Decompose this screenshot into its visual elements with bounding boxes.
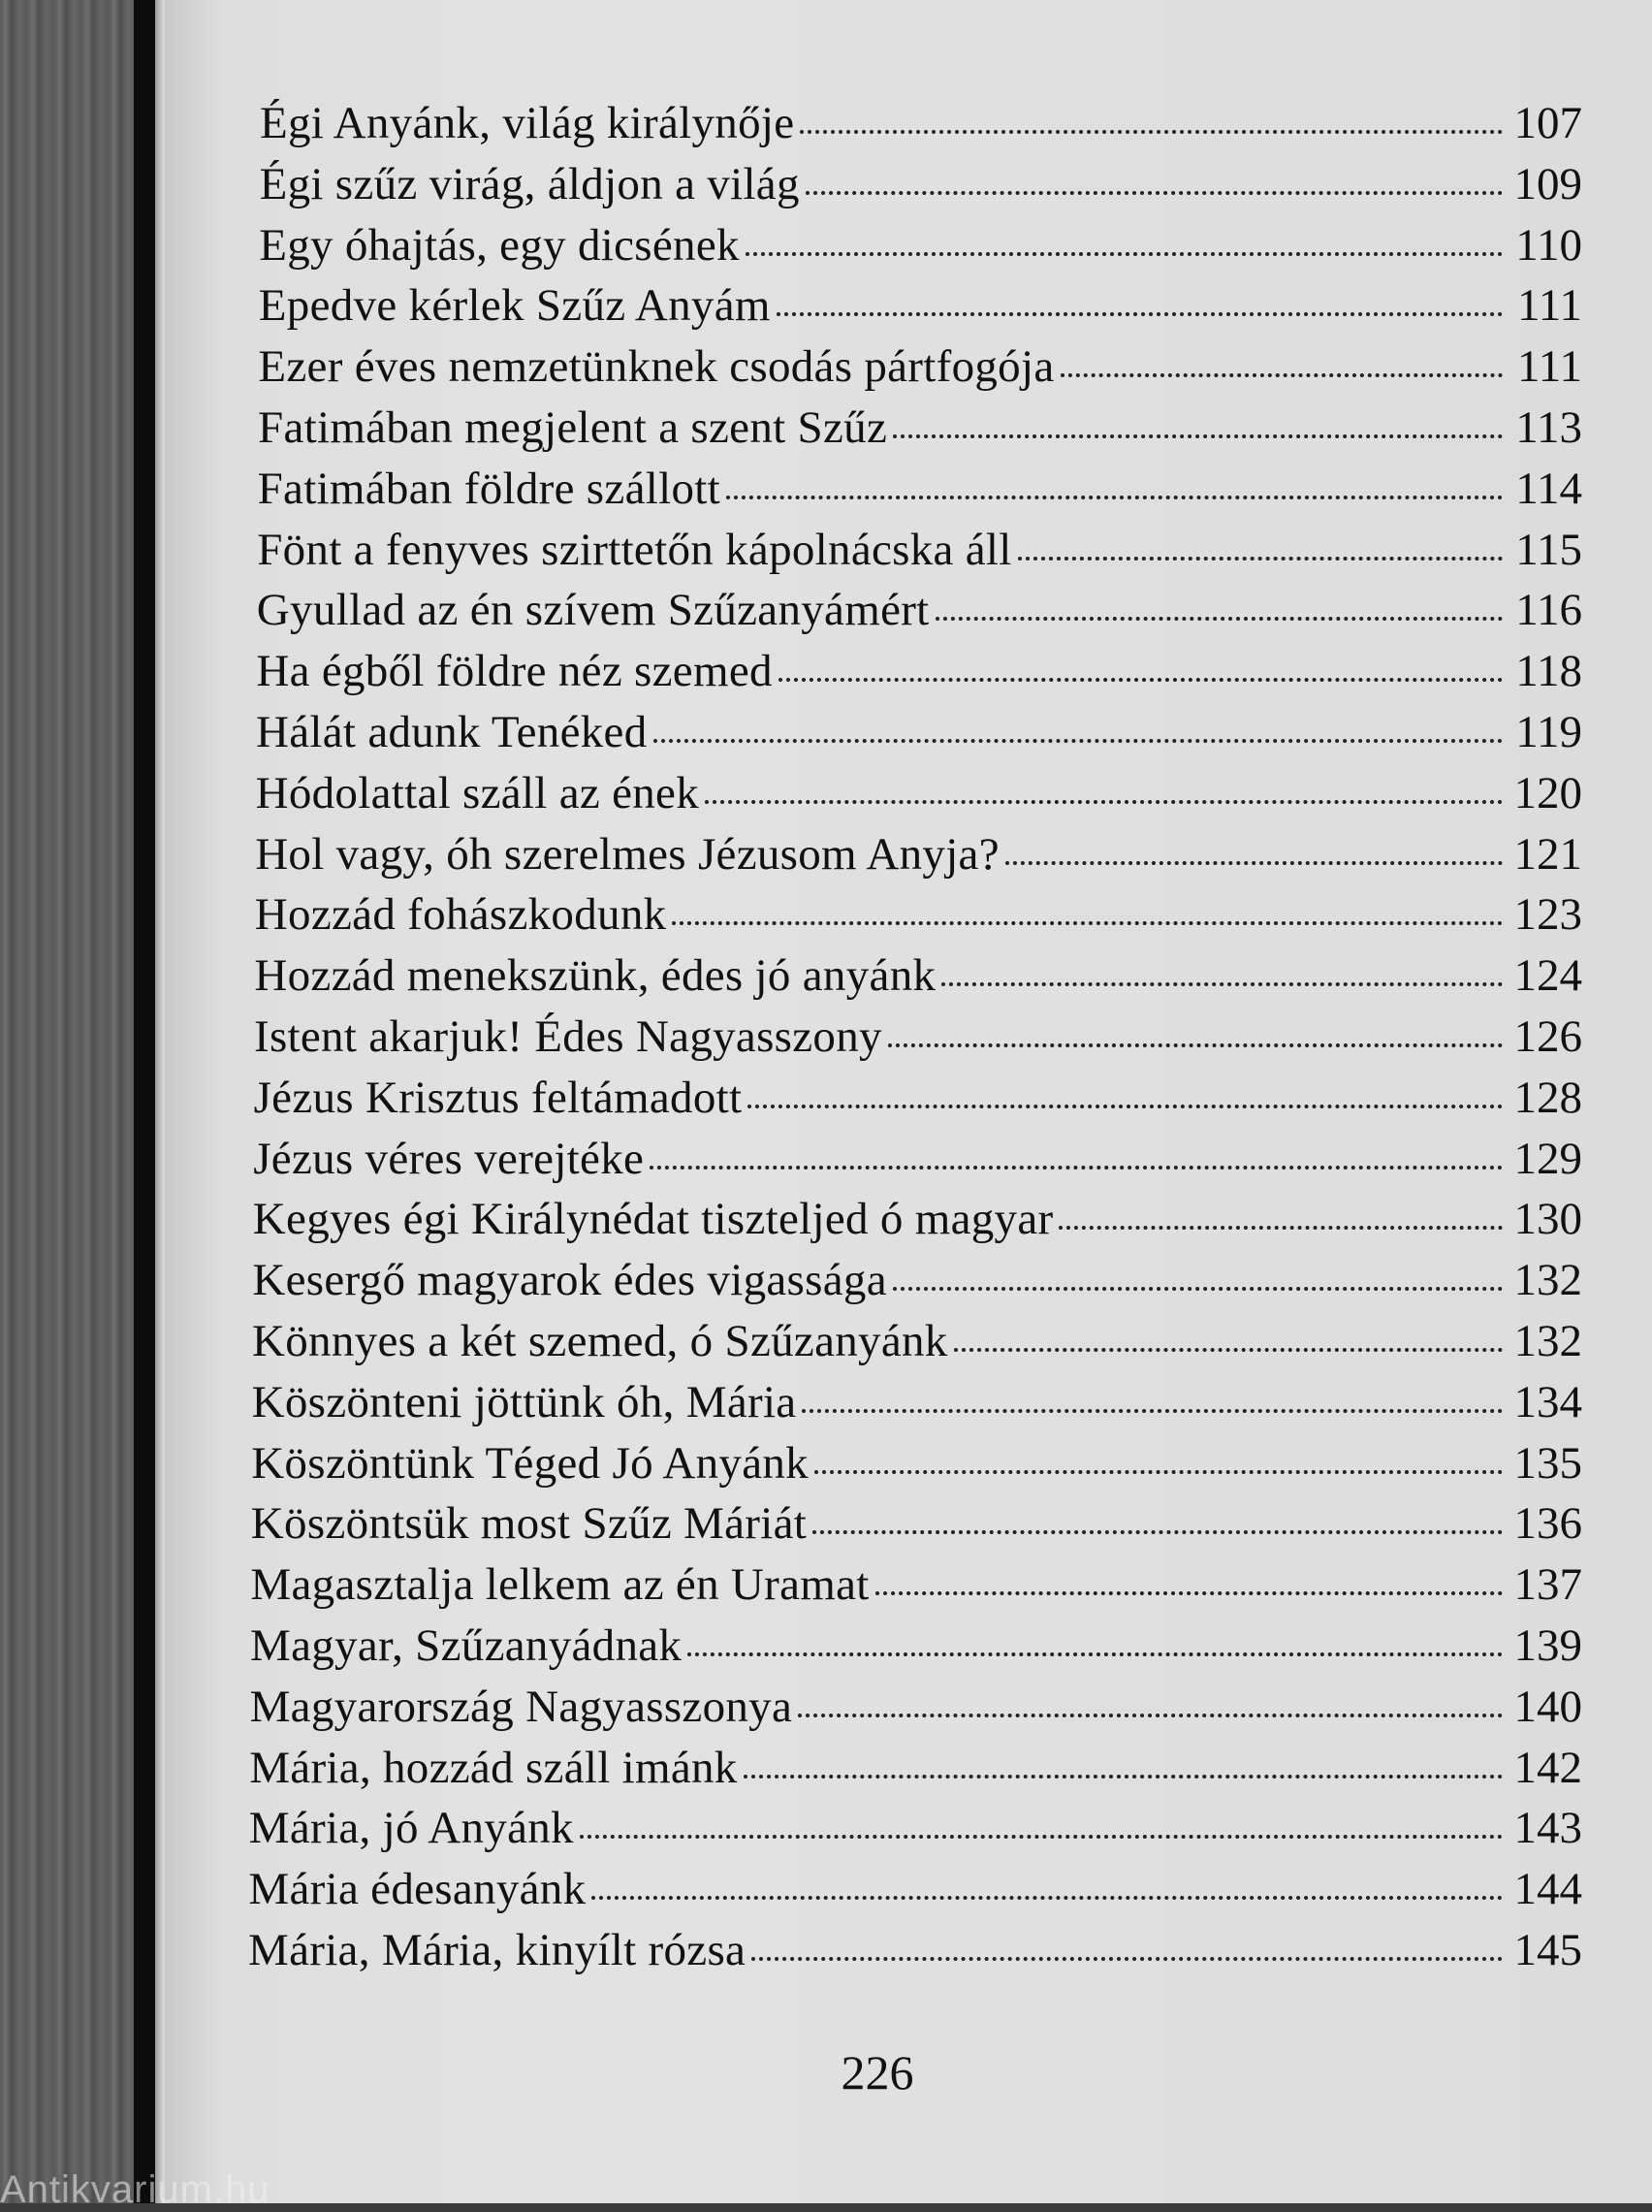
toc-entry	[248, 1189, 1582, 1250]
toc-entry-title: Mária édesanyánk	[248, 1864, 587, 1915]
toc-entry-page: 121	[1513, 828, 1582, 880]
toc-entry	[248, 580, 1582, 641]
toc-entry	[248, 520, 1582, 581]
dot-leader	[777, 312, 1503, 316]
dot-leader	[800, 130, 1503, 134]
toc-entry	[248, 1555, 1582, 1616]
toc-entry	[248, 1068, 1582, 1129]
page-number: 226	[841, 2045, 914, 2100]
toc-entry-page: 143	[1513, 1803, 1582, 1854]
dot-leader	[814, 1470, 1503, 1474]
toc-entry	[248, 1616, 1582, 1677]
toc-entry	[248, 1738, 1582, 1799]
dot-leader	[1059, 1226, 1503, 1230]
toc-entry-page: 137	[1513, 1559, 1582, 1611]
toc-entry	[248, 1433, 1582, 1494]
toc-entry-title: Mária, jó Anyánk	[248, 1803, 574, 1854]
toc-entry-page: 134	[1513, 1376, 1582, 1427]
toc-entry-title: Epedve kérlek Szűz Anyám	[258, 280, 771, 332]
dot-leader	[812, 1530, 1503, 1534]
toc-entry	[248, 763, 1582, 824]
dot-leader	[875, 1591, 1503, 1595]
toc-entry-page: 109	[1513, 158, 1582, 209]
dot-leader	[672, 921, 1503, 925]
toc-entry-title: Istent akarjuk! Édes Nagyasszony	[254, 1010, 882, 1062]
toc-entry-title: Köszönteni jöttünk óh, Mária	[251, 1376, 797, 1427]
dot-leader	[893, 1287, 1503, 1291]
toc-entry-title: Égi Anyánk, világ királynője	[260, 98, 795, 148]
toc-entry	[248, 1493, 1582, 1555]
toc-entry-title: Egy óhajtás, egy dicsének	[259, 219, 740, 271]
dot-leader	[653, 739, 1503, 743]
toc-entry	[248, 1311, 1582, 1372]
toc-entry-title: Köszöntünk Téged Jó Anyánk	[251, 1437, 809, 1489]
toc-entry	[248, 459, 1582, 520]
toc-entry	[248, 337, 1582, 398]
toc-entry-title: Hódolattal száll az ének	[255, 767, 700, 818]
toc-entry-title: Hozzád fohászkodunk	[254, 889, 667, 941]
toc-entry-title: Mária, hozzád száll imánk	[249, 1742, 738, 1793]
toc-entry	[248, 398, 1582, 459]
page-edge	[155, 0, 165, 2203]
toc-entry-page: 111	[1516, 280, 1582, 332]
dot-leader	[744, 1775, 1503, 1779]
dot-leader	[705, 800, 1503, 804]
toc-entry-page: 130	[1513, 1194, 1582, 1245]
toc-entry	[248, 946, 1582, 1007]
toc-entry	[248, 884, 1582, 946]
toc-entry-page: 140	[1513, 1681, 1582, 1732]
toc-entry-page: 144	[1513, 1864, 1582, 1915]
toc-entry	[248, 1250, 1582, 1311]
dot-leader	[954, 1348, 1503, 1352]
toc-entry-page: 113	[1515, 401, 1582, 453]
dot-leader	[1018, 557, 1503, 561]
toc-entry-page: 111	[1516, 341, 1582, 393]
toc-entry	[248, 154, 1582, 215]
toc-entry-page: 119	[1515, 706, 1582, 757]
toc-entry-page: 120	[1513, 767, 1582, 818]
toc-entry-page: 110	[1515, 219, 1582, 271]
dot-leader	[798, 1714, 1503, 1717]
toc-entry-title: Jézus Krisztus feltámadott	[253, 1072, 743, 1123]
toc-entry-page: 136	[1513, 1498, 1582, 1550]
toc-entry-page: 107	[1513, 98, 1582, 148]
toc-entry	[248, 215, 1582, 276]
toc-entry-title: Ezer éves nemzetünknek csodás pártfogója	[258, 341, 1055, 393]
toc-entry-page: 126	[1513, 1010, 1582, 1062]
dot-leader	[747, 1105, 1503, 1108]
toc-entry-page: 132	[1513, 1315, 1582, 1366]
toc-entry-title: Köszöntsük most Szűz Máriát	[250, 1498, 808, 1550]
toc-entry-page: 124	[1513, 950, 1582, 1002]
toc-entry-title: Mária, Mária, kinyílt rózsa	[248, 1924, 747, 1975]
toc-entry	[248, 1007, 1582, 1068]
toc-entry-title: Hozzád menekszünk, édes jó anyánk	[254, 950, 937, 1002]
toc-entry-page: 132	[1513, 1255, 1582, 1306]
toc-entry-title: Hálát adunk Tenéked	[256, 706, 648, 757]
toc-entry-page: 123	[1513, 889, 1582, 941]
toc-entry	[248, 93, 1582, 154]
toc-entry-title: Fatimában földre szállott	[257, 463, 720, 514]
toc-entry-page: 142	[1513, 1742, 1582, 1793]
toc-entry-title: Hol vagy, óh szerelmes Jézusom Anyja?	[255, 828, 1000, 880]
toc-entry	[248, 1677, 1582, 1738]
toc-entry-title: Kegyes égi Királynédat tiszteljed ó magyar	[252, 1194, 1054, 1245]
toc-entry-title: Jézus véres verejtéke	[253, 1133, 645, 1184]
dot-leader	[941, 982, 1503, 986]
book-spine	[134, 0, 155, 2203]
dot-leader	[726, 496, 1503, 499]
dot-leader	[1005, 861, 1503, 865]
toc-entry-page: 129	[1513, 1133, 1582, 1184]
dot-leader	[591, 1896, 1503, 1900]
dot-leader	[888, 1043, 1503, 1047]
toc-entry-page: 116	[1515, 585, 1582, 636]
toc-entry-page: 118	[1515, 646, 1582, 697]
dot-leader	[802, 1409, 1503, 1413]
toc-entry-page: 139	[1513, 1619, 1582, 1671]
dot-leader	[687, 1652, 1503, 1656]
toc-entry-title: Magyar, Szűzanyádnak	[250, 1619, 683, 1671]
toc-entry	[248, 702, 1582, 763]
toc-entry	[248, 1920, 1582, 1981]
dot-leader	[936, 617, 1503, 621]
toc-entry-title: Fatimában megjelent a szent Szűz	[258, 401, 888, 453]
toc-entry-title: Könnyes a két szemed, ó Szűzanyánk	[252, 1315, 948, 1366]
toc-entry	[248, 641, 1582, 702]
toc-entry-title: Kesergő magyarok édes vigassága	[252, 1255, 887, 1306]
toc-entry-page: 115	[1515, 524, 1582, 575]
dot-leader	[580, 1835, 1503, 1839]
toc-entry-page: 114	[1515, 463, 1582, 514]
toc-entry-title: Gyullad az én szívem Szűzanyámért	[256, 585, 930, 636]
dot-leader	[806, 191, 1503, 195]
toc-entry-page: 135	[1513, 1437, 1582, 1489]
dot-leader	[746, 252, 1503, 256]
toc-entry	[248, 1372, 1582, 1433]
dot-leader	[650, 1166, 1503, 1170]
toc-entry-page: 128	[1513, 1072, 1582, 1123]
toc-entry-page: 145	[1513, 1924, 1582, 1975]
toc-entry-title: Magyarország Nagyasszonya	[249, 1681, 793, 1732]
dot-leader	[778, 678, 1503, 682]
toc-entry-title: Magasztalja lelkem az én Uramat	[250, 1559, 870, 1611]
toc-entry	[248, 275, 1582, 337]
dot-leader	[751, 1957, 1503, 1961]
dot-leader	[1061, 373, 1504, 377]
toc-entry	[248, 1798, 1582, 1859]
toc-entry	[248, 1859, 1582, 1920]
dot-leader	[893, 434, 1503, 438]
toc-entry-title: Fönt a fenyves szirttetőn kápolnácska áll	[257, 524, 1012, 575]
toc-entry-title: Ha égből földre néz szemed	[256, 646, 773, 697]
table-of-contents	[248, 93, 1582, 1981]
toc-entry-title: Égi szűz virág, áldjon a világ	[259, 158, 800, 209]
background-surface	[0, 0, 145, 2203]
watermark: Antikvarium.hu	[0, 2168, 270, 2211]
toc-entry	[248, 1129, 1582, 1190]
toc-entry	[248, 824, 1582, 885]
